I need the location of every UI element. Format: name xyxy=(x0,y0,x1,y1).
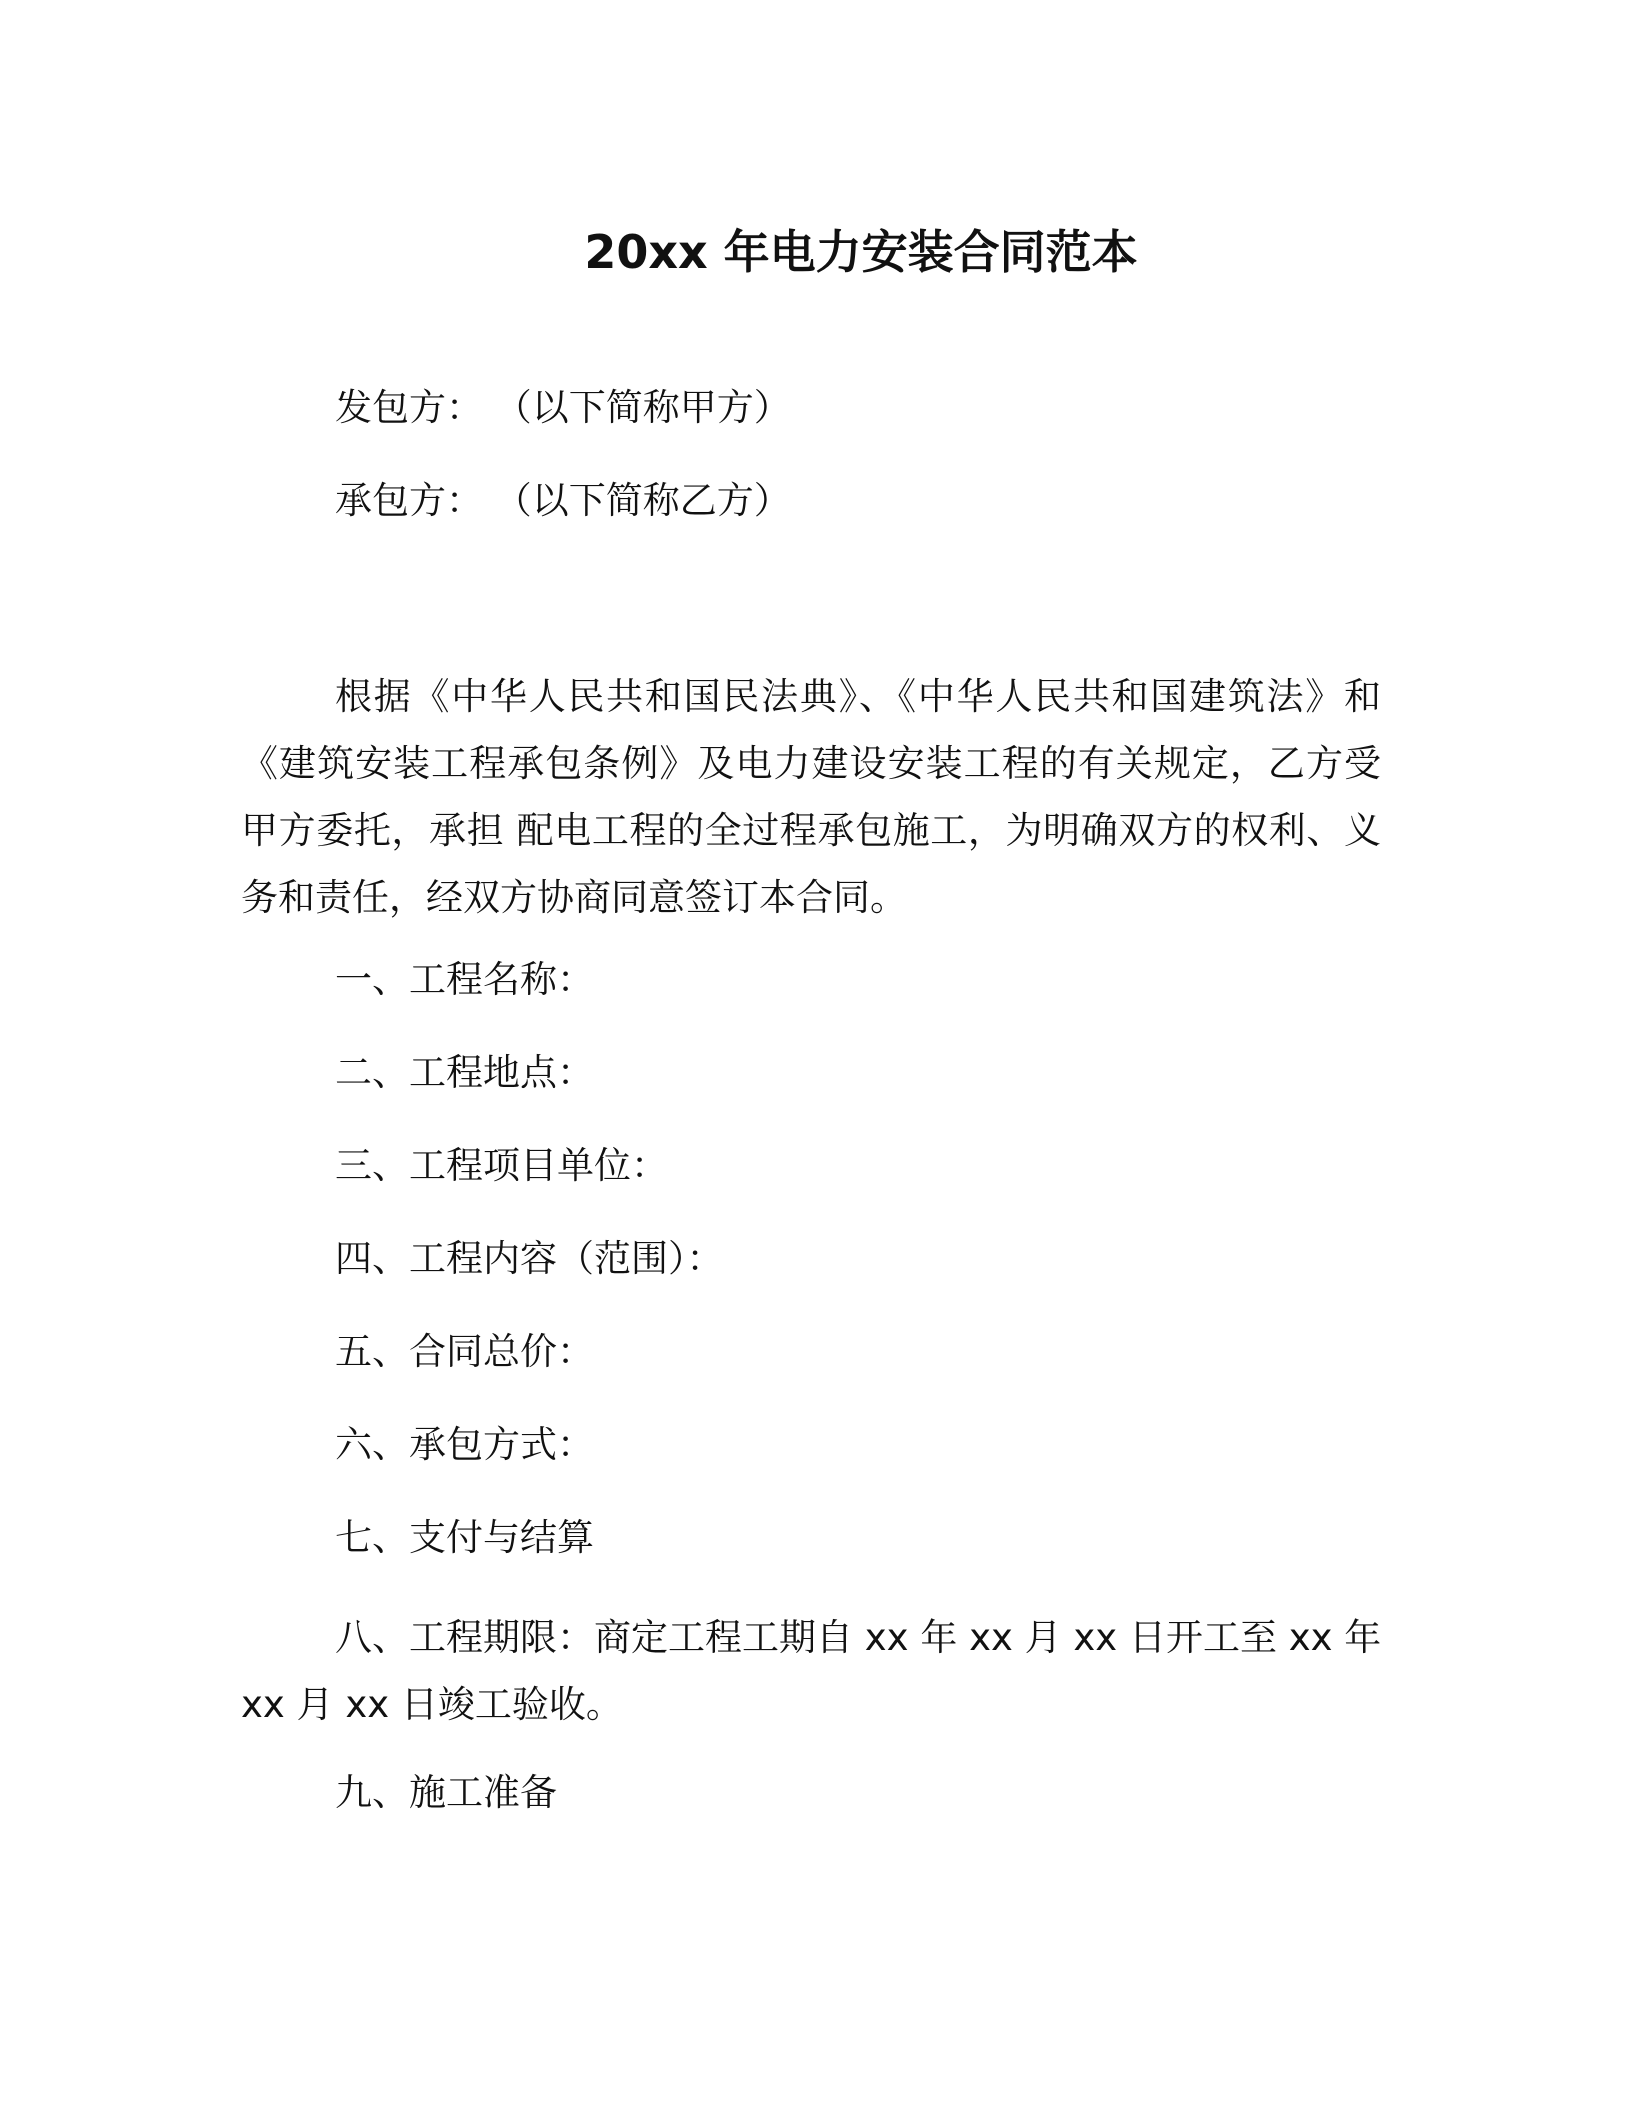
clause-item: 二、工程地点： xyxy=(335,1051,594,1094)
clause-item: 一、工程名称： xyxy=(335,958,594,1001)
clause-item: 七、支付与结算 xyxy=(335,1516,594,1559)
clause-item: 三、工程项目单位： xyxy=(335,1144,668,1187)
intro-paragraph: 根据《中华人民共和国民法典》、《中华人民共和国建筑法》和《建筑安装工程承包条例》及电力建设安装工程的有关规定，乙方受甲方委托，承担 配电工程的全过程承包施工，为明确双方的权利、义务和责任，经双方协商同意签订本合同。 xyxy=(241,675,1381,919)
clause-item-8-line2: xx 月 xx 日竣工验收。 xyxy=(241,1683,623,1726)
clause-item: 六、承包方式： xyxy=(335,1423,594,1466)
clause-item-9: 九、施工准备 xyxy=(335,1771,557,1814)
clause-item: 五、合同总价： xyxy=(335,1330,594,1373)
party-a-line: 发包方： （以下简称甲方） xyxy=(335,386,791,429)
document-title: 20xx 年电力安装合同范本 xyxy=(584,225,1138,279)
party-b-line: 承包方： （以下简称乙方） xyxy=(335,479,791,522)
clause-item: 四、工程内容（范围）： xyxy=(335,1237,724,1280)
clause-item-8-line1: 八、工程期限：商定工程工期自 xx 年 xx 月 xx 日开工至 xx 年 xyxy=(335,1616,1382,1659)
